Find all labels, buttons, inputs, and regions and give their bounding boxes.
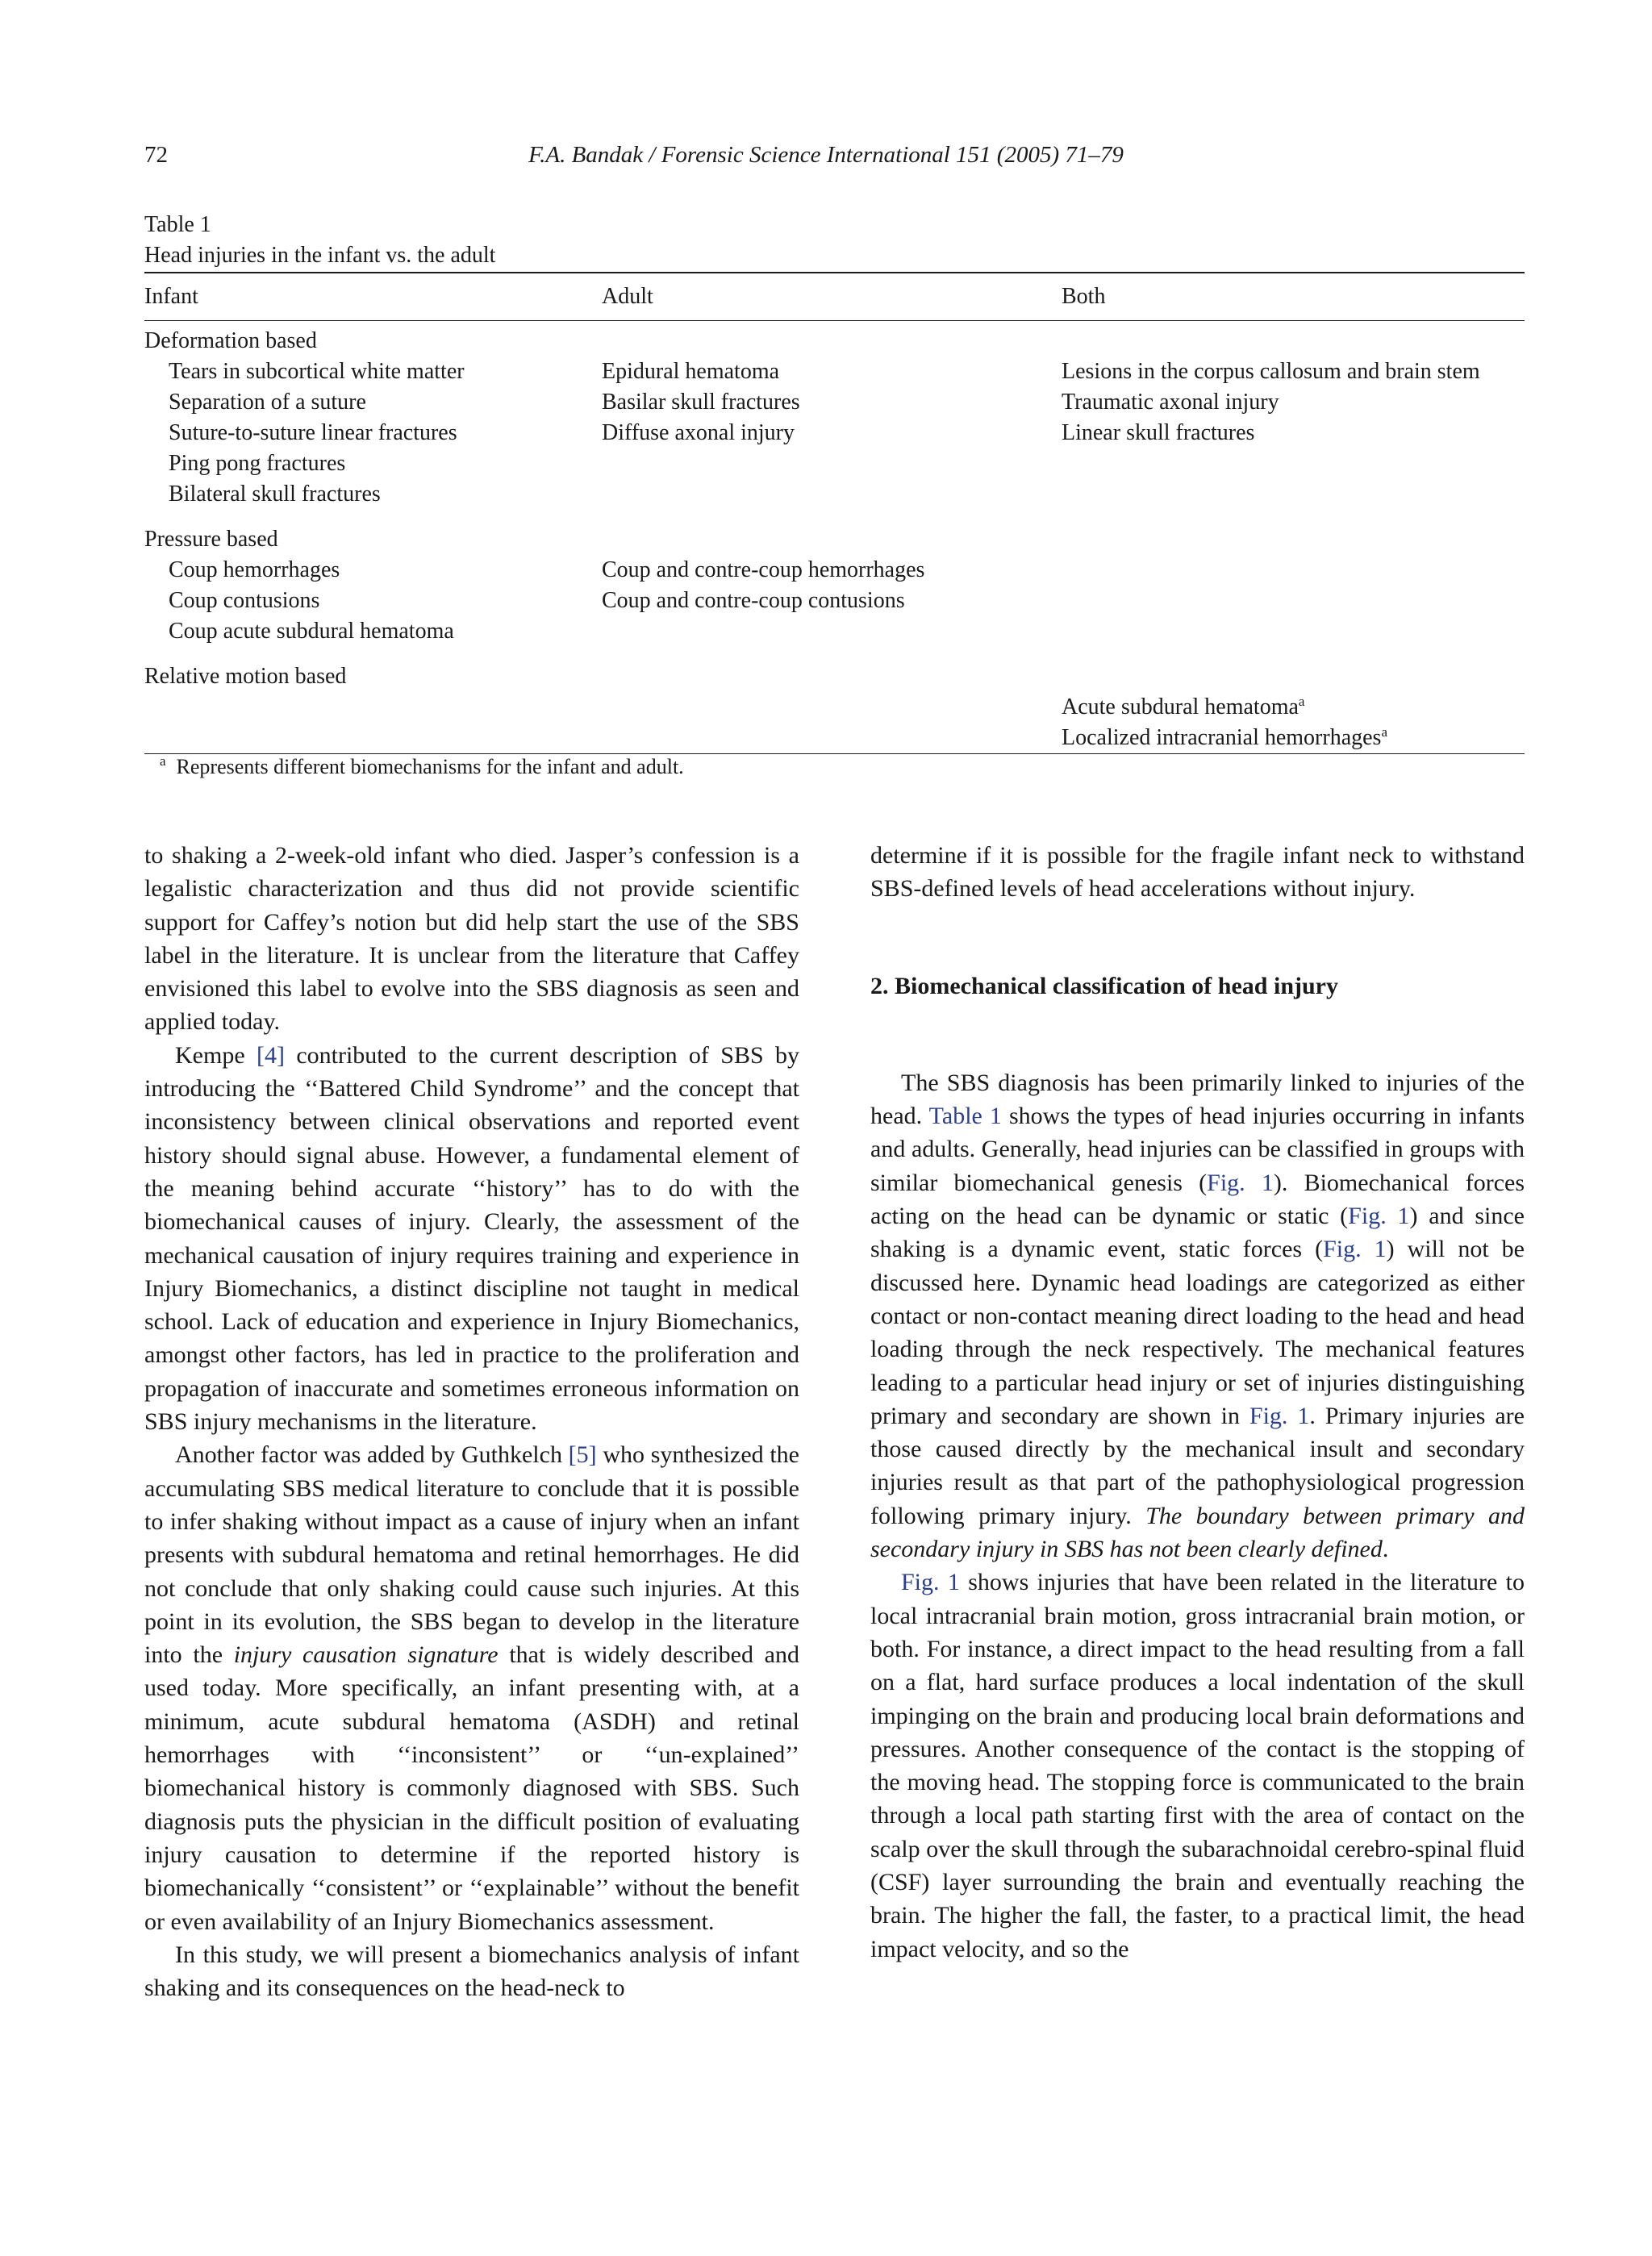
- table-row: [144, 555, 1525, 586]
- running-head: F.A. Bandak / Forensic Science International 151 (2005) 71–79: [528, 142, 1124, 168]
- both-cell: [1062, 479, 1525, 510]
- text: . Primary injuries are those caused directly by the mechanical insult and secondary injuries result as that part of the pathophysiological progression following primary injury.: [870, 1402, 1525, 1529]
- table-row: [144, 692, 1525, 723]
- paragraph: In this study, we will present a biomechanics analysis of infant shaking and its consequences on the head-neck to: [144, 1941, 799, 2002]
- infant-cell: Separation of a suture: [169, 390, 366, 415]
- group-heading-deformation: [144, 321, 1525, 357]
- cell-text: Acute subdural hematoma: [1062, 694, 1299, 719]
- infant-cell: Coup contusions: [169, 588, 320, 613]
- text: Kempe: [175, 1041, 257, 1069]
- infant-cell: Suture-to-suture linear fractures: [169, 420, 457, 445]
- both-cell: [1062, 692, 1525, 723]
- text: that is widely described and used today. More specifically, an infant presenting with, at a minimum, acute subdural hematoma (ASDH) and retinal hemorrhages with ‘‘inconsistent’’ or ‘‘un-explained’’ biomechanical history is commonly diagnosed with SBS. Such diagnosis puts the physician in the difficult position of evaluating injury causation to determine if the reported history is biomechanically ‘‘consistent’’ or ‘‘explainable’’ without the benefit or even availability of an Injury Biomechanics assessment.: [144, 1641, 799, 1935]
- both-cell: Traumatic axonal injury: [1062, 390, 1279, 415]
- infant-cell: [144, 692, 602, 723]
- emphasis: injury causation signature: [233, 1641, 499, 1669]
- infant-cell: [144, 723, 602, 753]
- column-header-adult: Adult: [602, 284, 653, 309]
- table-row: [144, 357, 1525, 387]
- adult-cell: [602, 448, 1062, 479]
- text: Another factor was added by Guthkelch: [175, 1441, 569, 1469]
- infant-cell: Bilateral skull fractures: [169, 482, 381, 507]
- column-header-infant: Infant: [144, 284, 198, 309]
- table-label: [144, 210, 495, 271]
- figure-link[interactable]: Fig. 1: [1249, 1402, 1310, 1429]
- table-row: [144, 586, 1525, 616]
- infant-cell: Ping pong fractures: [169, 451, 346, 476]
- footnote-marker: a: [160, 753, 166, 769]
- adult-cell: Coup and contre-coup hemorrhages: [602, 557, 925, 582]
- both-cell: [1062, 723, 1525, 753]
- adult-cell: Diffuse axonal injury: [602, 420, 795, 445]
- figure-link[interactable]: Fig. 1: [901, 1569, 960, 1596]
- both-cell: Linear skull fractures: [1062, 420, 1255, 445]
- right-column: [870, 839, 1525, 1966]
- group-heading-pressure: [144, 524, 1525, 555]
- table-header-row: [144, 273, 1525, 320]
- page-number: 72: [144, 142, 168, 168]
- table-row: [144, 479, 1525, 510]
- table-row: [144, 723, 1525, 753]
- text: .: [1382, 1536, 1389, 1563]
- footnote-marker: a: [1381, 724, 1388, 740]
- both-cell: Lesions in the corpus callosum and brain stem: [1062, 359, 1480, 384]
- adult-cell: Basilar skull fractures: [602, 390, 800, 415]
- table-row: [144, 448, 1525, 479]
- group-label: Pressure based: [144, 527, 278, 552]
- group-heading-relative-motion: [144, 661, 1525, 692]
- table-body: [144, 273, 1525, 320]
- text: shows the types of head injuries occurring in infants and adults. Generally, head injuries can be classified in groups with similar biomechanical genesis (: [870, 1103, 1525, 1196]
- text: ) will not be discussed here. Dynamic head loadings are categorized as either contact or non-contact meaning direct loading to the head and head loading through the neck respectively. The mechanical features leading to a particular head injury or set of injuries distinguishing primary and secondary are shown in: [870, 1236, 1525, 1429]
- paragraph: [870, 1566, 1525, 1966]
- text: contributed to the current description of SBS by introducing the ‘‘Battered Child Syndrome’’ and the concept that inconsistency between clinical observations and reported event history should signal abuse. However, a fundamental element of the meaning behind accurate ‘‘history’’ has to do with the biomechanical causes of injury. Clearly, the assessment of the mechanical causation of injury requires training and experience in Injury Biomechanics, a distinct discipline not taught in medical school. Lack of education and experience in Injury Biomechanics, amongst other factors, has led in practice to the proliferation and propagation of inaccurate and sometimes erroneous information on SBS injury mechanisms in the literature.: [144, 1041, 799, 1436]
- paragraph: [870, 1066, 1525, 1566]
- both-cell: [1062, 616, 1525, 647]
- adult-cell: [602, 479, 1062, 510]
- emphasis: The boundary between primary and secondary injury in SBS has not been clearly defined: [870, 1502, 1525, 1563]
- text: ) and since shaking is a dynamic event, static forces (: [870, 1203, 1525, 1263]
- figure-link[interactable]: Fig. 1: [1323, 1236, 1387, 1263]
- head-injury-table: [144, 272, 1525, 754]
- table-groups: [144, 321, 1525, 753]
- paragraph: determine if it is possible for the fragile infant neck to withstand SBS-defined levels of head accelerations without injury.: [870, 842, 1525, 903]
- reference-link[interactable]: [5]: [568, 1441, 597, 1469]
- cell-text: Localized intracranial hemorrhages: [1062, 725, 1382, 750]
- table-number: Table 1: [144, 212, 211, 237]
- table-caption: Head injuries in the infant vs. the adult: [144, 243, 496, 268]
- table-row: [144, 616, 1525, 647]
- footnote-marker: a: [1298, 694, 1305, 709]
- text: who synthesized the accumulating SBS medical literature to conclude that it is possible to infer shaking without impact as a cause of injury when an infant presents with subdural hematoma and retinal hemorrhages. He did not conclude that only shaking could cause such injuries. At this point in its evolution, the SBS began to develop in the literature into the: [144, 1441, 799, 1669]
- table-row: [144, 418, 1525, 448]
- paragraph: to shaking a 2-week-old infant who died. Jasper’s confession is a legalistic characterization and thus did not provide scientific support for Caffey’s notion but did help start the use of the SBS label in the literature. It is unclear from the literature that Caffey envisioned this label to evolve into the SBS diagnosis as seen and applied today.: [144, 842, 799, 1036]
- text: ). Biomechanical forces acting on the head can be dynamic or static (: [870, 1169, 1525, 1230]
- adult-cell: [602, 616, 1062, 647]
- adult-cell: [602, 723, 1062, 753]
- footnote-text: Represents different biomechanisms for the infant and adult.: [176, 755, 684, 778]
- text: shows injuries that have been related in the literature to local intracranial brain motion, gross intracranial brain motion, or both. For instance, a direct impact to the head resulting from a fall on a flat, hard surface produces a local indentation of the skull impinging on the brain and producing local brain deformations and pressures. Another consequence of the contact is the stopping of the moving head. The stopping force is communicated to the brain through a local path starting first with the area of contact on the scalp over the skull through the subarachnoidal cerebro-spinal fluid (CSF) layer surrounding the brain and eventually reaching the brain. The higher the fall, the faster, to a practical limit, the head impact velocity, and so the: [870, 1569, 1525, 1962]
- figure-link[interactable]: Fig. 1: [1207, 1169, 1274, 1196]
- both-cell: [1062, 555, 1525, 586]
- infant-cell: Coup acute subdural hematoma: [169, 619, 454, 644]
- reference-link[interactable]: [4]: [256, 1041, 285, 1069]
- text: The SBS diagnosis has been primarily linked to injuries of the head.: [870, 1069, 1525, 1130]
- adult-cell: Coup and contre-coup contusions: [602, 588, 905, 613]
- figure-link[interactable]: Fig. 1: [1348, 1203, 1410, 1230]
- both-cell: [1062, 448, 1525, 479]
- table-row: [144, 387, 1525, 418]
- group-label: Deformation based: [144, 328, 317, 353]
- infant-cell: Coup hemorrhages: [169, 557, 340, 582]
- section-heading: 2. Biomechanical classification of head injury: [870, 972, 1338, 999]
- column-header-both: Both: [1062, 284, 1106, 309]
- table-bottom-rule: [144, 753, 1525, 754]
- adult-cell: Epidural hematoma: [602, 359, 780, 384]
- table-link[interactable]: Table 1: [928, 1103, 1002, 1130]
- group-label: Relative motion based: [144, 664, 347, 689]
- infant-cell: Tears in subcortical white matter: [169, 359, 465, 384]
- adult-cell: [602, 692, 1062, 723]
- both-cell: [1062, 586, 1525, 616]
- paragraph: [144, 1438, 799, 1937]
- paragraph: [144, 1039, 799, 1439]
- left-column: [144, 839, 799, 2004]
- table-footnote: [160, 755, 684, 779]
